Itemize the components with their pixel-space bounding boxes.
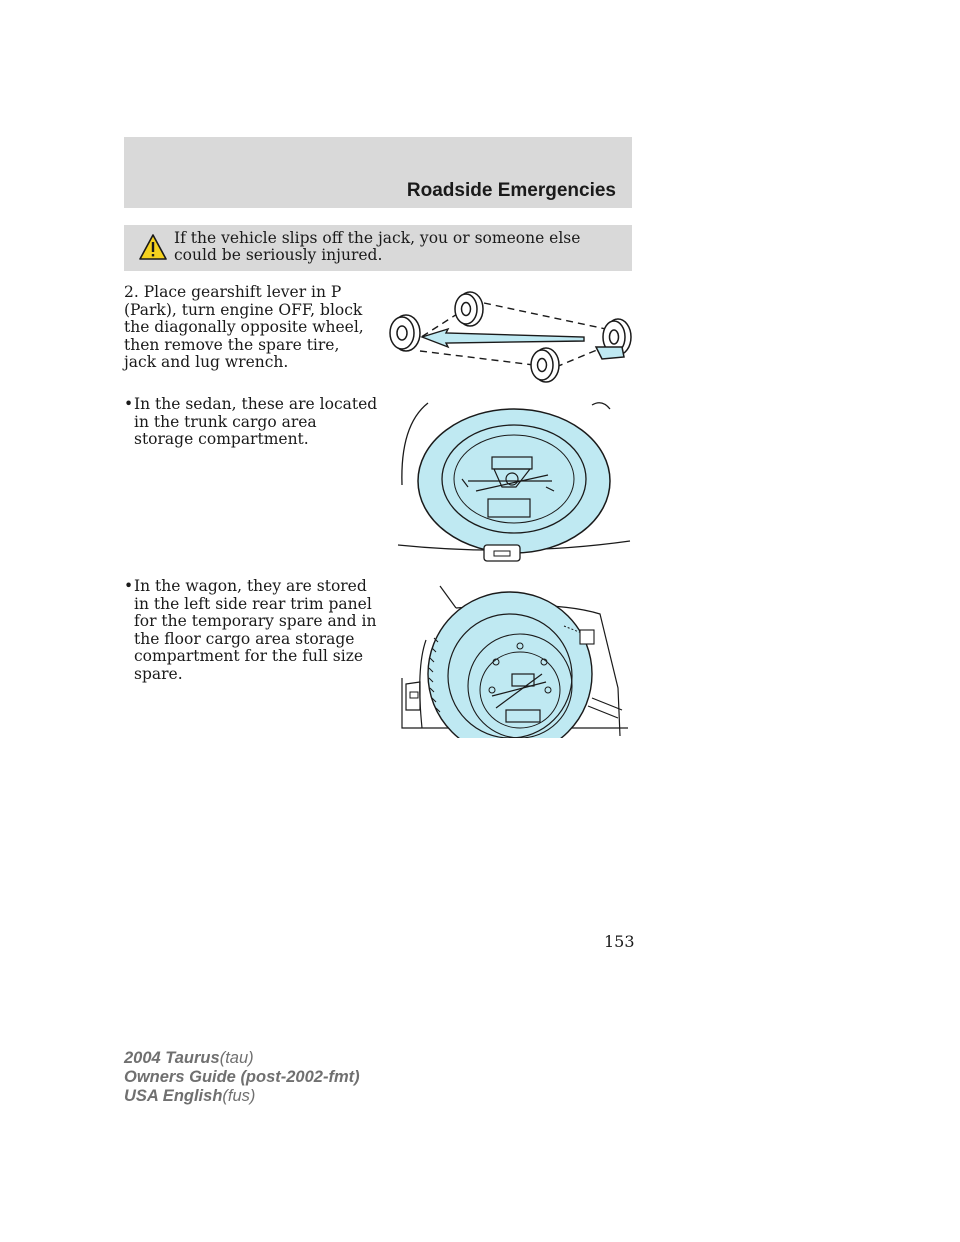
footer-language: USA English [124,1087,223,1105]
bullet-wagon [124,578,379,683]
bullet-sedan [124,396,379,449]
footer [124,1049,360,1106]
footer-line-2 [124,1068,360,1087]
diagonal-arrow [422,329,584,347]
section-title: Roadside Emergencies [406,180,616,201]
tire-rear-left [390,315,420,351]
footer-model-code: (tau) [219,1049,254,1067]
wheel-block-diagram [384,285,640,385]
warning-triangle-icon [138,233,168,261]
trunk-latch [484,545,520,561]
footer-line-3 [124,1087,360,1106]
wheel-chock [596,347,624,359]
bullet-sedan-text: In the sedan, these are located in the trunk cargo area storage compartment. [134,395,378,448]
warning-text: If the vehicle slips off the jack, you or someone else could be seriously injured. [174,229,581,264]
warning-box [124,225,632,271]
tire-front-right-blocked [596,319,631,359]
footer-model: 2004 Taurus [124,1049,220,1067]
footer-guide: Owners Guide (post-2002-fmt) [124,1068,360,1086]
header-band [124,137,632,208]
wagon-spare-tire-illustration [396,578,628,738]
bullet-dot: • [124,395,134,413]
footer-line-1 [124,1049,360,1068]
tire-front-left [531,348,559,382]
sedan-spare-tire-illustration [396,395,632,565]
tire-rear-right [455,292,483,326]
footer-language-code: (fus) [222,1087,256,1105]
bullet-wagon-text: In the wagon, they are stored in the left side rear trim panel for the temporary spare and in the floor cargo area storage compartment for the full size spare. [134,577,377,683]
bullet-dot: • [124,577,134,595]
page-number: 153 [604,932,635,951]
step-2-text: 2. Place gearshift lever in P (Park), turn engine OFF, block the diagonally opposite wheel, then remove the spare tire, jack and lug wrench. [124,283,364,371]
